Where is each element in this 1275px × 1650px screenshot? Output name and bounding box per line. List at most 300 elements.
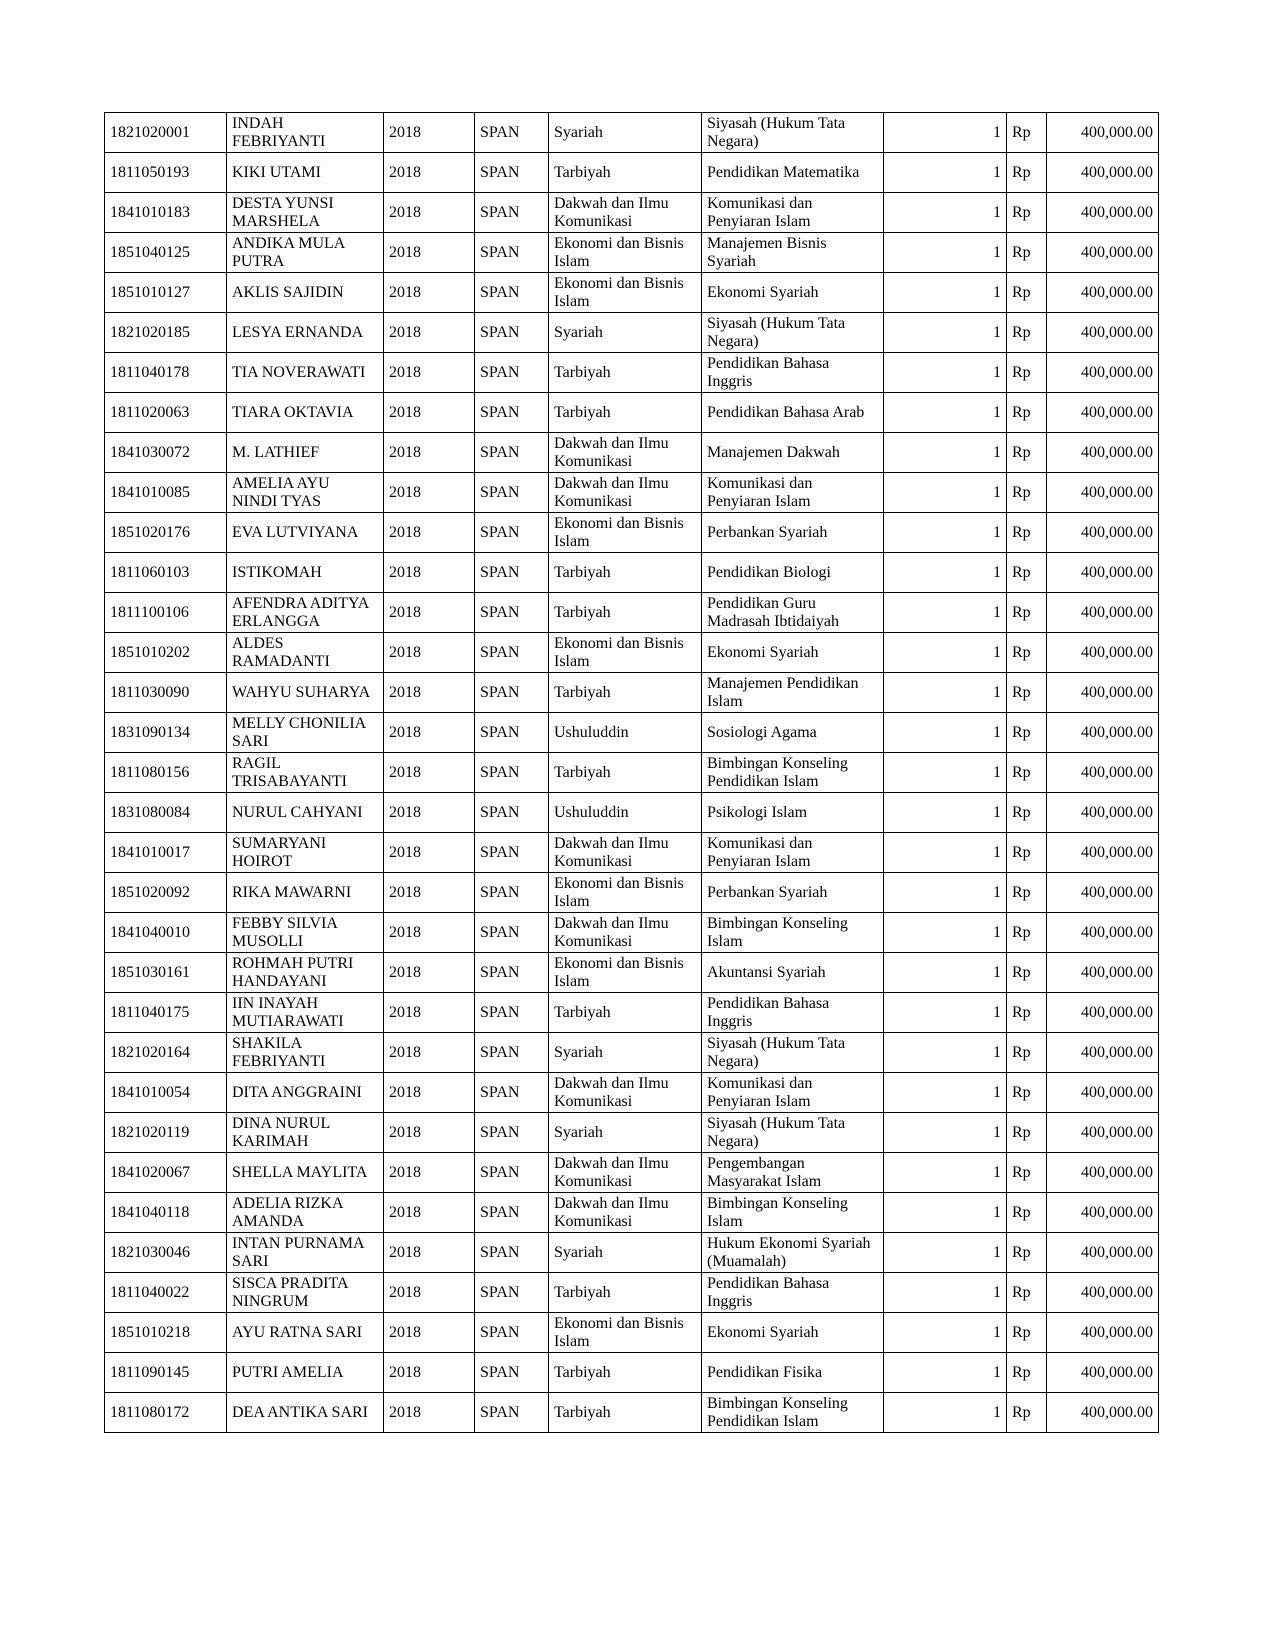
amount-cell: 400,000.00 bbox=[1047, 1153, 1159, 1193]
quantity-cell: 1 bbox=[884, 593, 1007, 633]
admission-path-cell: SPAN bbox=[475, 993, 549, 1033]
nim-cell: 1851030161 bbox=[105, 953, 227, 993]
admission-path-cell: SPAN bbox=[475, 633, 549, 673]
quantity-cell: 1 bbox=[884, 1113, 1007, 1153]
admission-path-cell: SPAN bbox=[475, 753, 549, 793]
student-name-cell: AYU RATNA SARI bbox=[227, 1313, 384, 1353]
quantity-cell: 1 bbox=[884, 1033, 1007, 1073]
year-cell: 2018 bbox=[384, 433, 475, 473]
nim-cell: 1851010218 bbox=[105, 1313, 227, 1353]
admission-path-cell: SPAN bbox=[475, 273, 549, 313]
student-name-cell: M. LATHIEF bbox=[227, 433, 384, 473]
faculty-cell: Dakwah dan Ilmu Komunikasi bbox=[549, 1073, 702, 1113]
amount-cell: 400,000.00 bbox=[1047, 313, 1159, 353]
table-row bbox=[105, 353, 1159, 393]
currency-cell: Rp bbox=[1007, 1353, 1047, 1393]
year-cell: 2018 bbox=[384, 1233, 475, 1273]
faculty-cell: Dakwah dan Ilmu Komunikasi bbox=[549, 1193, 702, 1233]
student-name-cell: KIKI UTAMI bbox=[227, 153, 384, 193]
currency-cell: Rp bbox=[1007, 673, 1047, 713]
admission-path-cell: SPAN bbox=[475, 593, 549, 633]
year-cell: 2018 bbox=[384, 1313, 475, 1353]
student-name-cell: ALDES RAMADANTI bbox=[227, 633, 384, 673]
nim-cell: 1851020092 bbox=[105, 873, 227, 913]
currency-cell: Rp bbox=[1007, 1193, 1047, 1233]
table-row bbox=[105, 953, 1159, 993]
year-cell: 2018 bbox=[384, 833, 475, 873]
admission-path-cell: SPAN bbox=[475, 153, 549, 193]
nim-cell: 1831080084 bbox=[105, 793, 227, 833]
currency-cell: Rp bbox=[1007, 113, 1047, 153]
currency-cell: Rp bbox=[1007, 953, 1047, 993]
faculty-cell: Ekonomi dan Bisnis Islam bbox=[549, 273, 702, 313]
currency-cell: Rp bbox=[1007, 153, 1047, 193]
quantity-cell: 1 bbox=[884, 873, 1007, 913]
study-program-cell: Pendidikan Bahasa Arab bbox=[702, 393, 884, 433]
student-name-cell: SHELLA MAYLITA bbox=[227, 1153, 384, 1193]
study-program-cell: Pendidikan Matematika bbox=[702, 153, 884, 193]
faculty-cell: Ekonomi dan Bisnis Islam bbox=[549, 953, 702, 993]
currency-cell: Rp bbox=[1007, 633, 1047, 673]
faculty-cell: Tarbiyah bbox=[549, 1353, 702, 1393]
year-cell: 2018 bbox=[384, 793, 475, 833]
faculty-cell: Tarbiyah bbox=[549, 353, 702, 393]
currency-cell: Rp bbox=[1007, 1113, 1047, 1153]
quantity-cell: 1 bbox=[884, 113, 1007, 153]
student-name-cell: NURUL CAHYANI bbox=[227, 793, 384, 833]
quantity-cell: 1 bbox=[884, 1233, 1007, 1273]
nim-cell: 1821030046 bbox=[105, 1233, 227, 1273]
student-name-cell: FEBBY SILVIA MUSOLLI bbox=[227, 913, 384, 953]
nim-cell: 1821020001 bbox=[105, 113, 227, 153]
amount-cell: 400,000.00 bbox=[1047, 1273, 1159, 1313]
nim-cell: 1841030072 bbox=[105, 433, 227, 473]
nim-cell: 1811060103 bbox=[105, 553, 227, 593]
year-cell: 2018 bbox=[384, 1033, 475, 1073]
currency-cell: Rp bbox=[1007, 273, 1047, 313]
quantity-cell: 1 bbox=[884, 393, 1007, 433]
amount-cell: 400,000.00 bbox=[1047, 1073, 1159, 1113]
table-row bbox=[105, 193, 1159, 233]
table-row bbox=[105, 1313, 1159, 1353]
admission-path-cell: SPAN bbox=[475, 1273, 549, 1313]
admission-path-cell: SPAN bbox=[475, 793, 549, 833]
quantity-cell: 1 bbox=[884, 1313, 1007, 1353]
table-row bbox=[105, 833, 1159, 873]
nim-cell: 1841010085 bbox=[105, 473, 227, 513]
quantity-cell: 1 bbox=[884, 953, 1007, 993]
year-cell: 2018 bbox=[384, 313, 475, 353]
amount-cell: 400,000.00 bbox=[1047, 993, 1159, 1033]
amount-cell: 400,000.00 bbox=[1047, 713, 1159, 753]
faculty-cell: Tarbiyah bbox=[549, 553, 702, 593]
student-name-cell: PUTRI AMELIA bbox=[227, 1353, 384, 1393]
year-cell: 2018 bbox=[384, 1353, 475, 1393]
currency-cell: Rp bbox=[1007, 1393, 1047, 1433]
admission-path-cell: SPAN bbox=[475, 1033, 549, 1073]
nim-cell: 1831090134 bbox=[105, 713, 227, 753]
student-name-cell: ROHMAH PUTRI HANDAYANI bbox=[227, 953, 384, 993]
admission-path-cell: SPAN bbox=[475, 513, 549, 553]
quantity-cell: 1 bbox=[884, 553, 1007, 593]
quantity-cell: 1 bbox=[884, 913, 1007, 953]
year-cell: 2018 bbox=[384, 1113, 475, 1153]
quantity-cell: 1 bbox=[884, 1153, 1007, 1193]
admission-path-cell: SPAN bbox=[475, 193, 549, 233]
admission-path-cell: SPAN bbox=[475, 313, 549, 353]
year-cell: 2018 bbox=[384, 1193, 475, 1233]
year-cell: 2018 bbox=[384, 273, 475, 313]
table-row bbox=[105, 913, 1159, 953]
table-row bbox=[105, 633, 1159, 673]
nim-cell: 1811080156 bbox=[105, 753, 227, 793]
year-cell: 2018 bbox=[384, 193, 475, 233]
currency-cell: Rp bbox=[1007, 793, 1047, 833]
amount-cell: 400,000.00 bbox=[1047, 273, 1159, 313]
amount-cell: 400,000.00 bbox=[1047, 113, 1159, 153]
table-row bbox=[105, 313, 1159, 353]
currency-cell: Rp bbox=[1007, 1153, 1047, 1193]
nim-cell: 1821020185 bbox=[105, 313, 227, 353]
study-program-cell: Bimbingan Konseling Islam bbox=[702, 913, 884, 953]
quantity-cell: 1 bbox=[884, 353, 1007, 393]
currency-cell: Rp bbox=[1007, 193, 1047, 233]
amount-cell: 400,000.00 bbox=[1047, 953, 1159, 993]
nim-cell: 1841010054 bbox=[105, 1073, 227, 1113]
nim-cell: 1821020164 bbox=[105, 1033, 227, 1073]
faculty-cell: Ushuluddin bbox=[549, 793, 702, 833]
amount-cell: 400,000.00 bbox=[1047, 913, 1159, 953]
faculty-cell: Tarbiyah bbox=[549, 593, 702, 633]
table-row bbox=[105, 673, 1159, 713]
currency-cell: Rp bbox=[1007, 1233, 1047, 1273]
nim-cell: 1811040178 bbox=[105, 353, 227, 393]
study-program-cell: Pendidikan Biologi bbox=[702, 553, 884, 593]
study-program-cell: Bimbingan Konseling Pendidikan Islam bbox=[702, 753, 884, 793]
amount-cell: 400,000.00 bbox=[1047, 1193, 1159, 1233]
currency-cell: Rp bbox=[1007, 473, 1047, 513]
quantity-cell: 1 bbox=[884, 153, 1007, 193]
currency-cell: Rp bbox=[1007, 433, 1047, 473]
currency-cell: Rp bbox=[1007, 1033, 1047, 1073]
table-row bbox=[105, 1073, 1159, 1113]
table-row bbox=[105, 113, 1159, 153]
admission-path-cell: SPAN bbox=[475, 1113, 549, 1153]
currency-cell: Rp bbox=[1007, 1073, 1047, 1113]
student-name-cell: SUMARYANI HOIROT bbox=[227, 833, 384, 873]
table-row bbox=[105, 433, 1159, 473]
student-name-cell: MELLY CHONILIA SARI bbox=[227, 713, 384, 753]
student-name-cell: DESTA YUNSI MARSHELA bbox=[227, 193, 384, 233]
study-program-cell: Komunikasi dan Penyiaran Islam bbox=[702, 833, 884, 873]
admission-path-cell: SPAN bbox=[475, 393, 549, 433]
faculty-cell: Dakwah dan Ilmu Komunikasi bbox=[549, 473, 702, 513]
faculty-cell: Tarbiyah bbox=[549, 1273, 702, 1313]
table-body bbox=[105, 113, 1159, 1433]
amount-cell: 400,000.00 bbox=[1047, 153, 1159, 193]
study-program-cell: Ekonomi Syariah bbox=[702, 273, 884, 313]
amount-cell: 400,000.00 bbox=[1047, 1313, 1159, 1353]
year-cell: 2018 bbox=[384, 993, 475, 1033]
study-program-cell: Pendidikan Guru Madrasah Ibtidaiyah bbox=[702, 593, 884, 633]
quantity-cell: 1 bbox=[884, 1353, 1007, 1393]
faculty-cell: Ekonomi dan Bisnis Islam bbox=[549, 873, 702, 913]
admission-path-cell: SPAN bbox=[475, 1353, 549, 1393]
table-row bbox=[105, 753, 1159, 793]
nim-cell: 1841040118 bbox=[105, 1193, 227, 1233]
nim-cell: 1851040125 bbox=[105, 233, 227, 273]
admission-path-cell: SPAN bbox=[475, 953, 549, 993]
admission-path-cell: SPAN bbox=[475, 473, 549, 513]
quantity-cell: 1 bbox=[884, 1273, 1007, 1313]
faculty-cell: Tarbiyah bbox=[549, 153, 702, 193]
student-name-cell: SHAKILA FEBRIYANTI bbox=[227, 1033, 384, 1073]
table-row bbox=[105, 1033, 1159, 1073]
year-cell: 2018 bbox=[384, 113, 475, 153]
amount-cell: 400,000.00 bbox=[1047, 833, 1159, 873]
faculty-cell: Tarbiyah bbox=[549, 1393, 702, 1433]
quantity-cell: 1 bbox=[884, 1073, 1007, 1113]
nim-cell: 1811040175 bbox=[105, 993, 227, 1033]
faculty-cell: Ekonomi dan Bisnis Islam bbox=[549, 233, 702, 273]
nim-cell: 1811080172 bbox=[105, 1393, 227, 1433]
amount-cell: 400,000.00 bbox=[1047, 1393, 1159, 1433]
currency-cell: Rp bbox=[1007, 713, 1047, 753]
quantity-cell: 1 bbox=[884, 433, 1007, 473]
student-name-cell: INDAH FEBRIYANTI bbox=[227, 113, 384, 153]
student-name-cell: AKLIS SAJIDIN bbox=[227, 273, 384, 313]
currency-cell: Rp bbox=[1007, 753, 1047, 793]
year-cell: 2018 bbox=[384, 513, 475, 553]
study-program-cell: Komunikasi dan Penyiaran Islam bbox=[702, 1073, 884, 1113]
table-row bbox=[105, 873, 1159, 913]
year-cell: 2018 bbox=[384, 593, 475, 633]
student-name-cell: ISTIKOMAH bbox=[227, 553, 384, 593]
study-program-cell: Akuntansi Syariah bbox=[702, 953, 884, 993]
nim-cell: 1811090145 bbox=[105, 1353, 227, 1393]
amount-cell: 400,000.00 bbox=[1047, 1353, 1159, 1393]
amount-cell: 400,000.00 bbox=[1047, 1113, 1159, 1153]
year-cell: 2018 bbox=[384, 1153, 475, 1193]
faculty-cell: Ekonomi dan Bisnis Islam bbox=[549, 1313, 702, 1353]
amount-cell: 400,000.00 bbox=[1047, 673, 1159, 713]
faculty-cell: Dakwah dan Ilmu Komunikasi bbox=[549, 833, 702, 873]
table-row bbox=[105, 1273, 1159, 1313]
admission-path-cell: SPAN bbox=[475, 873, 549, 913]
table-row bbox=[105, 713, 1159, 753]
amount-cell: 400,000.00 bbox=[1047, 393, 1159, 433]
quantity-cell: 1 bbox=[884, 753, 1007, 793]
student-name-cell: LESYA ERNANDA bbox=[227, 313, 384, 353]
amount-cell: 400,000.00 bbox=[1047, 753, 1159, 793]
quantity-cell: 1 bbox=[884, 313, 1007, 353]
nim-cell: 1811050193 bbox=[105, 153, 227, 193]
currency-cell: Rp bbox=[1007, 1313, 1047, 1353]
year-cell: 2018 bbox=[384, 353, 475, 393]
currency-cell: Rp bbox=[1007, 513, 1047, 553]
table-row bbox=[105, 1233, 1159, 1273]
student-name-cell: IIN INAYAH MUTIARAWATI bbox=[227, 993, 384, 1033]
quantity-cell: 1 bbox=[884, 833, 1007, 873]
amount-cell: 400,000.00 bbox=[1047, 1233, 1159, 1273]
student-name-cell: AFENDRA ADITYA ERLANGGA bbox=[227, 593, 384, 633]
admission-path-cell: SPAN bbox=[475, 433, 549, 473]
admission-path-cell: SPAN bbox=[475, 1313, 549, 1353]
faculty-cell: Dakwah dan Ilmu Komunikasi bbox=[549, 913, 702, 953]
currency-cell: Rp bbox=[1007, 353, 1047, 393]
faculty-cell: Syariah bbox=[549, 113, 702, 153]
quantity-cell: 1 bbox=[884, 233, 1007, 273]
year-cell: 2018 bbox=[384, 553, 475, 593]
currency-cell: Rp bbox=[1007, 233, 1047, 273]
student-name-cell: DINA NURUL KARIMAH bbox=[227, 1113, 384, 1153]
amount-cell: 400,000.00 bbox=[1047, 793, 1159, 833]
year-cell: 2018 bbox=[384, 233, 475, 273]
quantity-cell: 1 bbox=[884, 193, 1007, 233]
year-cell: 2018 bbox=[384, 1273, 475, 1313]
table-row bbox=[105, 513, 1159, 553]
amount-cell: 400,000.00 bbox=[1047, 473, 1159, 513]
study-program-cell: Siyasah (Hukum Tata Negara) bbox=[702, 1113, 884, 1153]
study-program-cell: Pendidikan Bahasa Inggris bbox=[702, 1273, 884, 1313]
study-program-cell: Siyasah (Hukum Tata Negara) bbox=[702, 1033, 884, 1073]
student-name-cell: WAHYU SUHARYA bbox=[227, 673, 384, 713]
student-name-cell: ANDIKA MULA PUTRA bbox=[227, 233, 384, 273]
amount-cell: 400,000.00 bbox=[1047, 353, 1159, 393]
study-program-cell: Perbankan Syariah bbox=[702, 513, 884, 553]
faculty-cell: Dakwah dan Ilmu Komunikasi bbox=[549, 193, 702, 233]
currency-cell: Rp bbox=[1007, 913, 1047, 953]
nim-cell: 1841020067 bbox=[105, 1153, 227, 1193]
year-cell: 2018 bbox=[384, 633, 475, 673]
study-program-cell: Sosiologi Agama bbox=[702, 713, 884, 753]
faculty-cell: Tarbiyah bbox=[549, 993, 702, 1033]
currency-cell: Rp bbox=[1007, 833, 1047, 873]
table-row bbox=[105, 993, 1159, 1033]
table-row bbox=[105, 273, 1159, 313]
table-row bbox=[105, 233, 1159, 273]
admission-path-cell: SPAN bbox=[475, 233, 549, 273]
amount-cell: 400,000.00 bbox=[1047, 433, 1159, 473]
currency-cell: Rp bbox=[1007, 313, 1047, 353]
amount-cell: 400,000.00 bbox=[1047, 593, 1159, 633]
nim-cell: 1811100106 bbox=[105, 593, 227, 633]
currency-cell: Rp bbox=[1007, 993, 1047, 1033]
student-name-cell: DEA ANTIKA SARI bbox=[227, 1393, 384, 1433]
amount-cell: 400,000.00 bbox=[1047, 513, 1159, 553]
faculty-cell: Ekonomi dan Bisnis Islam bbox=[549, 633, 702, 673]
table-row bbox=[105, 793, 1159, 833]
table-row bbox=[105, 473, 1159, 513]
nim-cell: 1811040022 bbox=[105, 1273, 227, 1313]
quantity-cell: 1 bbox=[884, 673, 1007, 713]
year-cell: 2018 bbox=[384, 713, 475, 753]
faculty-cell: Dakwah dan Ilmu Komunikasi bbox=[549, 1153, 702, 1193]
study-program-cell: Bimbingan Konseling Islam bbox=[702, 1193, 884, 1233]
nim-cell: 1821020119 bbox=[105, 1113, 227, 1153]
study-program-cell: Psikologi Islam bbox=[702, 793, 884, 833]
nim-cell: 1811020063 bbox=[105, 393, 227, 433]
admission-path-cell: SPAN bbox=[475, 913, 549, 953]
amount-cell: 400,000.00 bbox=[1047, 233, 1159, 273]
amount-cell: 400,000.00 bbox=[1047, 553, 1159, 593]
student-name-cell: INTAN PURNAMA SARI bbox=[227, 1233, 384, 1273]
currency-cell: Rp bbox=[1007, 593, 1047, 633]
student-name-cell: SISCA PRADITA NINGRUM bbox=[227, 1273, 384, 1313]
faculty-cell: Syariah bbox=[549, 1033, 702, 1073]
student-name-cell: RIKA MAWARNI bbox=[227, 873, 384, 913]
currency-cell: Rp bbox=[1007, 1273, 1047, 1313]
admission-path-cell: SPAN bbox=[475, 1073, 549, 1113]
admission-path-cell: SPAN bbox=[475, 673, 549, 713]
admission-path-cell: SPAN bbox=[475, 1393, 549, 1433]
faculty-cell: Syariah bbox=[549, 313, 702, 353]
currency-cell: Rp bbox=[1007, 553, 1047, 593]
year-cell: 2018 bbox=[384, 873, 475, 913]
student-name-cell: ADELIA RIZKA AMANDA bbox=[227, 1193, 384, 1233]
student-payment-table bbox=[104, 112, 1159, 1433]
quantity-cell: 1 bbox=[884, 1393, 1007, 1433]
study-program-cell: Manajemen Bisnis Syariah bbox=[702, 233, 884, 273]
nim-cell: 1841010017 bbox=[105, 833, 227, 873]
study-program-cell: Pengembangan Masyarakat Islam bbox=[702, 1153, 884, 1193]
nim-cell: 1851010127 bbox=[105, 273, 227, 313]
table-row bbox=[105, 593, 1159, 633]
quantity-cell: 1 bbox=[884, 793, 1007, 833]
admission-path-cell: SPAN bbox=[475, 1233, 549, 1273]
study-program-cell: Hukum Ekonomi Syariah (Muamalah) bbox=[702, 1233, 884, 1273]
admission-path-cell: SPAN bbox=[475, 113, 549, 153]
table-row bbox=[105, 393, 1159, 433]
study-program-cell: Pendidikan Fisika bbox=[702, 1353, 884, 1393]
study-program-cell: Siyasah (Hukum Tata Negara) bbox=[702, 313, 884, 353]
year-cell: 2018 bbox=[384, 153, 475, 193]
faculty-cell: Tarbiyah bbox=[549, 753, 702, 793]
admission-path-cell: SPAN bbox=[475, 1153, 549, 1193]
faculty-cell: Syariah bbox=[549, 1113, 702, 1153]
quantity-cell: 1 bbox=[884, 713, 1007, 753]
student-name-cell: RAGIL TRISABAYANTI bbox=[227, 753, 384, 793]
year-cell: 2018 bbox=[384, 1393, 475, 1433]
quantity-cell: 1 bbox=[884, 633, 1007, 673]
table-row bbox=[105, 1353, 1159, 1393]
year-cell: 2018 bbox=[384, 473, 475, 513]
nim-cell: 1851010202 bbox=[105, 633, 227, 673]
year-cell: 2018 bbox=[384, 913, 475, 953]
table-row bbox=[105, 553, 1159, 593]
faculty-cell: Ushuluddin bbox=[549, 713, 702, 753]
faculty-cell: Dakwah dan Ilmu Komunikasi bbox=[549, 433, 702, 473]
amount-cell: 400,000.00 bbox=[1047, 193, 1159, 233]
admission-path-cell: SPAN bbox=[475, 1193, 549, 1233]
year-cell: 2018 bbox=[384, 753, 475, 793]
study-program-cell: Perbankan Syariah bbox=[702, 873, 884, 913]
currency-cell: Rp bbox=[1007, 873, 1047, 913]
student-name-cell: TIA NOVERAWATI bbox=[227, 353, 384, 393]
student-name-cell: EVA LUTVIYANA bbox=[227, 513, 384, 553]
table-row bbox=[105, 153, 1159, 193]
quantity-cell: 1 bbox=[884, 513, 1007, 553]
table-row bbox=[105, 1153, 1159, 1193]
quantity-cell: 1 bbox=[884, 1193, 1007, 1233]
table-row bbox=[105, 1393, 1159, 1433]
study-program-cell: Pendidikan Bahasa Inggris bbox=[702, 993, 884, 1033]
student-name-cell: DITA ANGGRAINI bbox=[227, 1073, 384, 1113]
study-program-cell: Siyasah (Hukum Tata Negara) bbox=[702, 113, 884, 153]
year-cell: 2018 bbox=[384, 673, 475, 713]
table-row bbox=[105, 1113, 1159, 1153]
study-program-cell: Manajemen Pendidikan Islam bbox=[702, 673, 884, 713]
